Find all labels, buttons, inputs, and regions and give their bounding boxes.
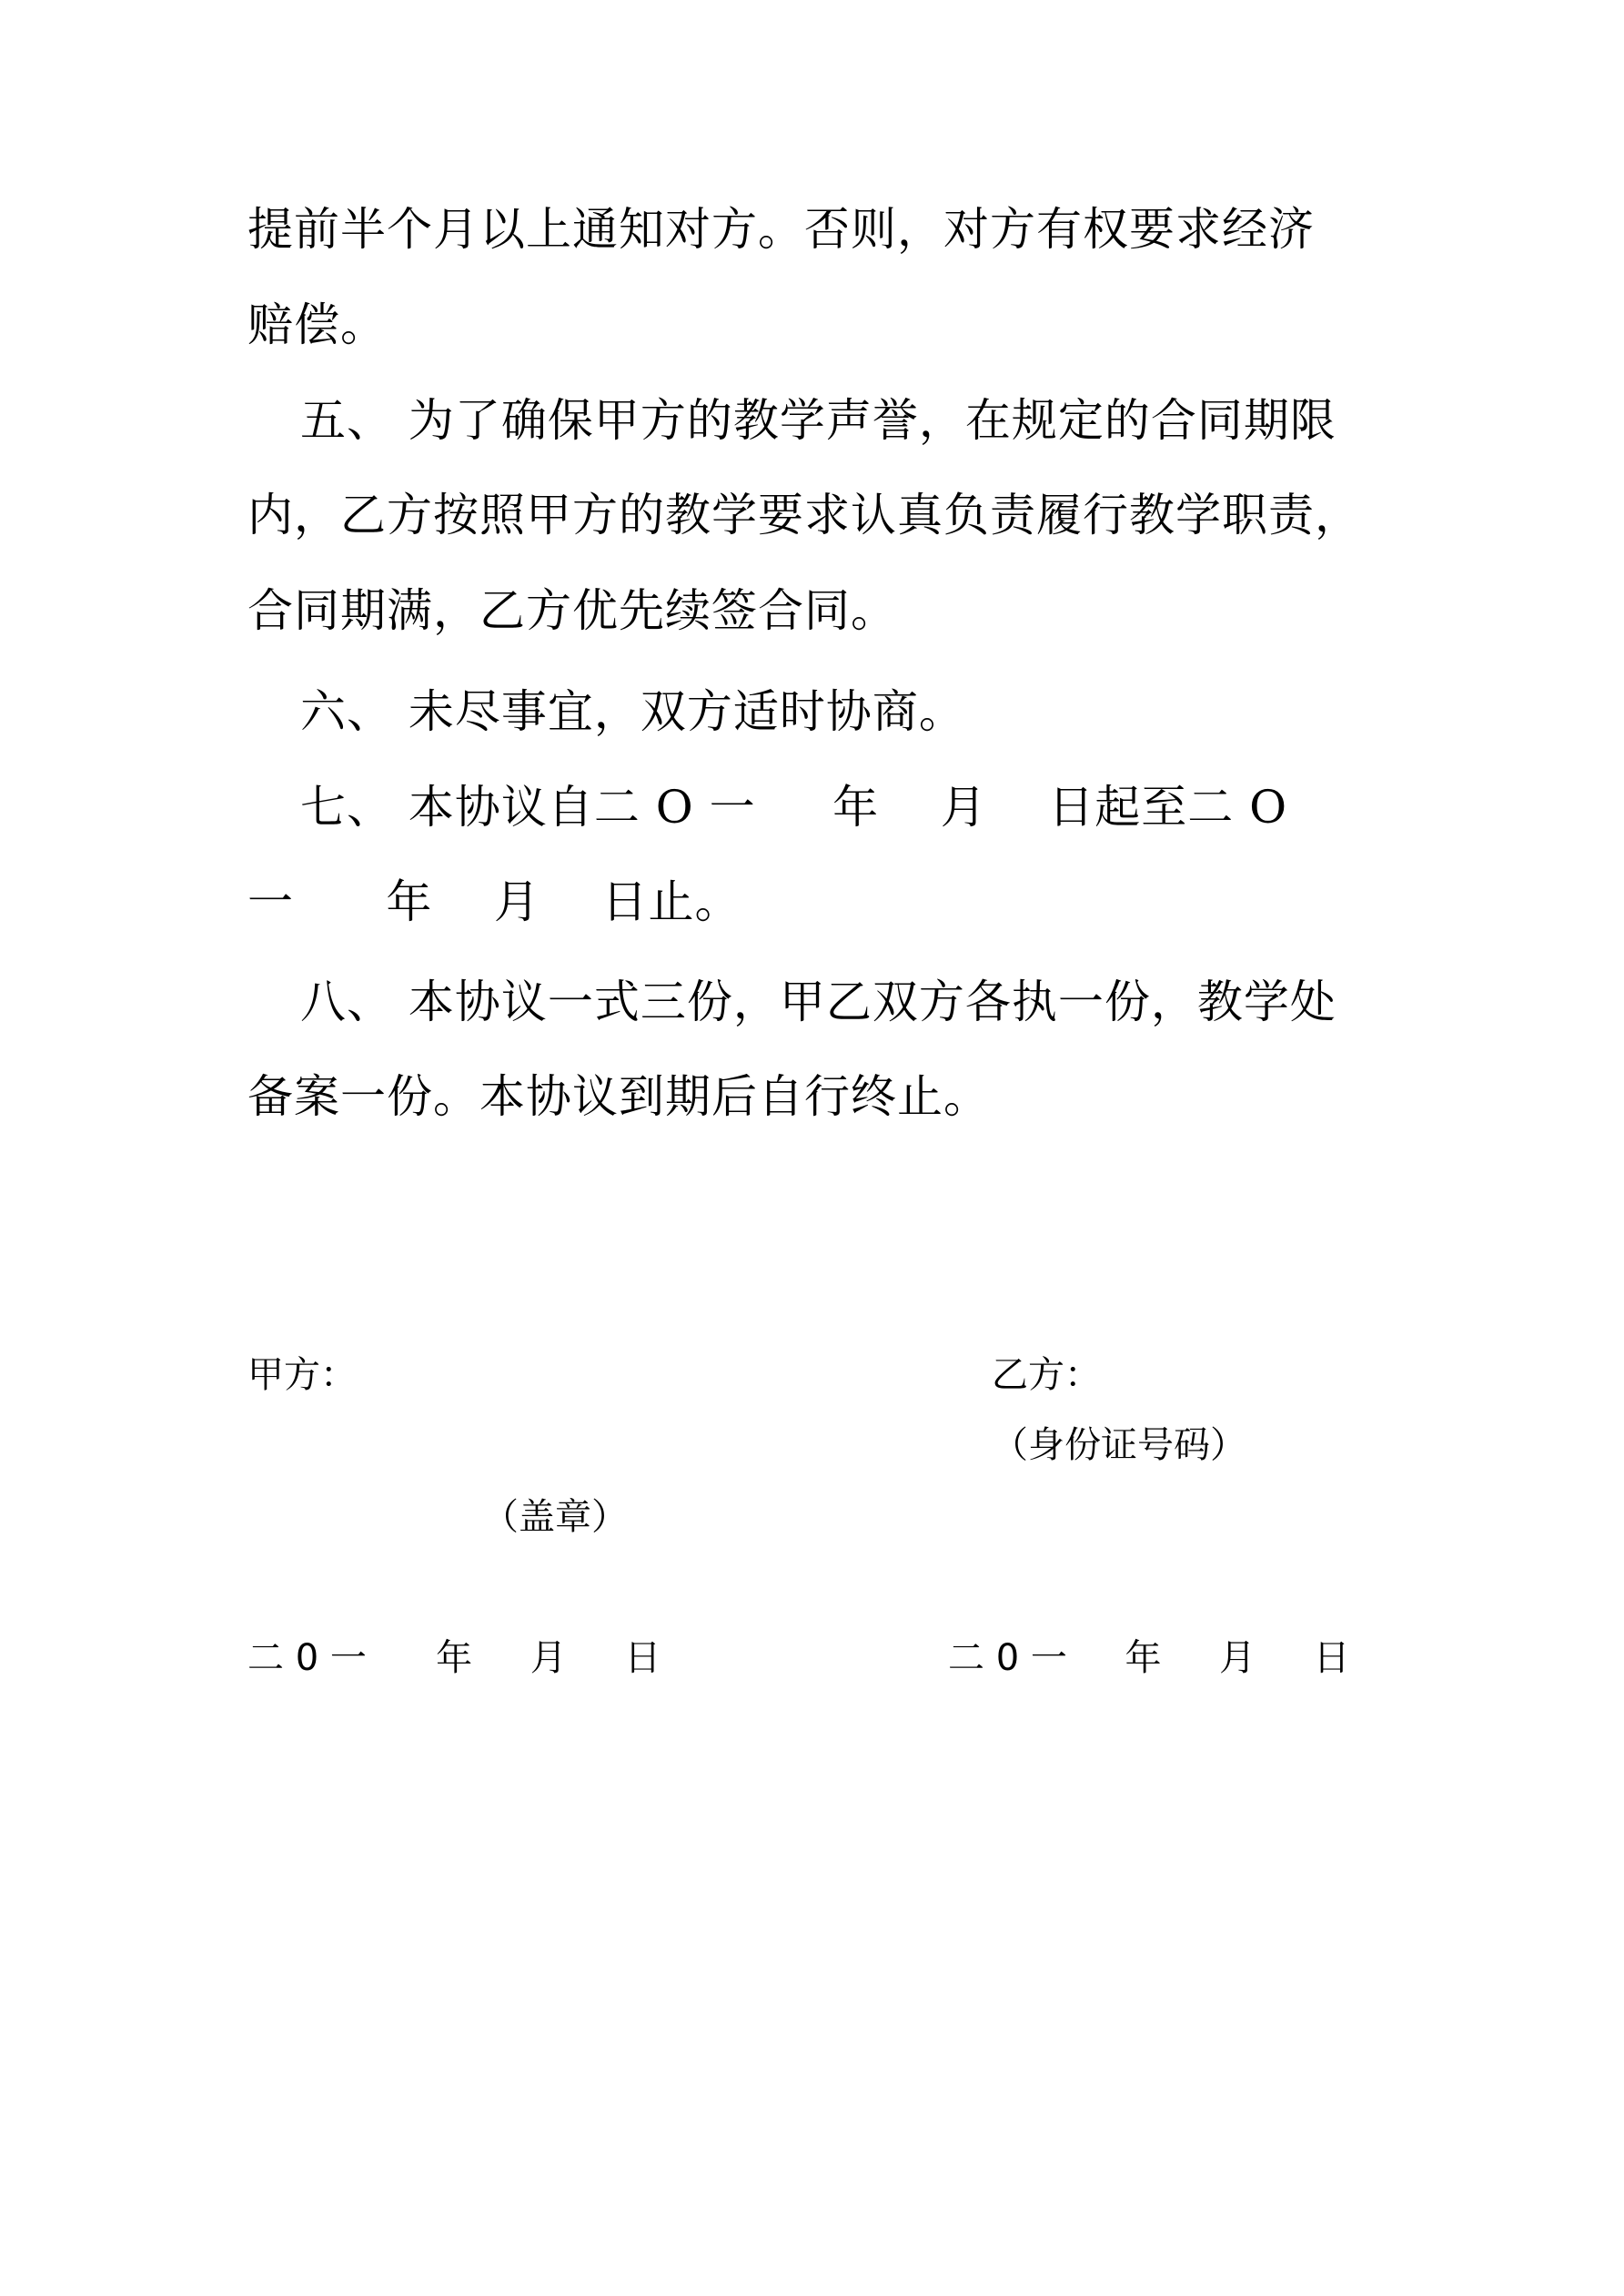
clause-8-line: 备案一份。本协议到期后自行终止。 <box>247 1070 990 1123</box>
seal-label: （盖章） <box>482 1496 628 1538</box>
clause-7-line: 一 年 月 日止。 <box>247 875 741 928</box>
clause-5-line: 五、 为了确保甲方的教学声誉，在规定的合同期限 <box>300 394 1337 447</box>
clause-5-line: 内，乙方按照甲方的教学要求认真负责履行教学职责， <box>247 489 1361 541</box>
clause-6-line: 六、 未尽事宜，双方适时协商。 <box>300 685 965 738</box>
party-a-date: 二 0 一 年 月 日 <box>247 1637 661 1679</box>
clause-7-line: 七、 本协议自二 O 一 年 月 日起至二 O <box>300 781 1288 834</box>
party-b-date: 二 0 一 年 月 日 <box>948 1637 1350 1679</box>
party-b-label: 乙方： <box>992 1354 1101 1396</box>
clause-text-line: 提前半个月以上通知对方。否则，对方有权要求经济 <box>247 203 1315 256</box>
clause-5-line: 合同期满，乙方优先续签合同。 <box>247 584 897 637</box>
clause-8-line: 八、 本协议一式三份，甲乙双方各执一份，教学处 <box>300 976 1337 1028</box>
party-a-label: 甲方： <box>247 1354 357 1396</box>
clause-text-line: 赔偿。 <box>247 298 387 351</box>
id-number-label: （身份证号码） <box>992 1424 1246 1466</box>
